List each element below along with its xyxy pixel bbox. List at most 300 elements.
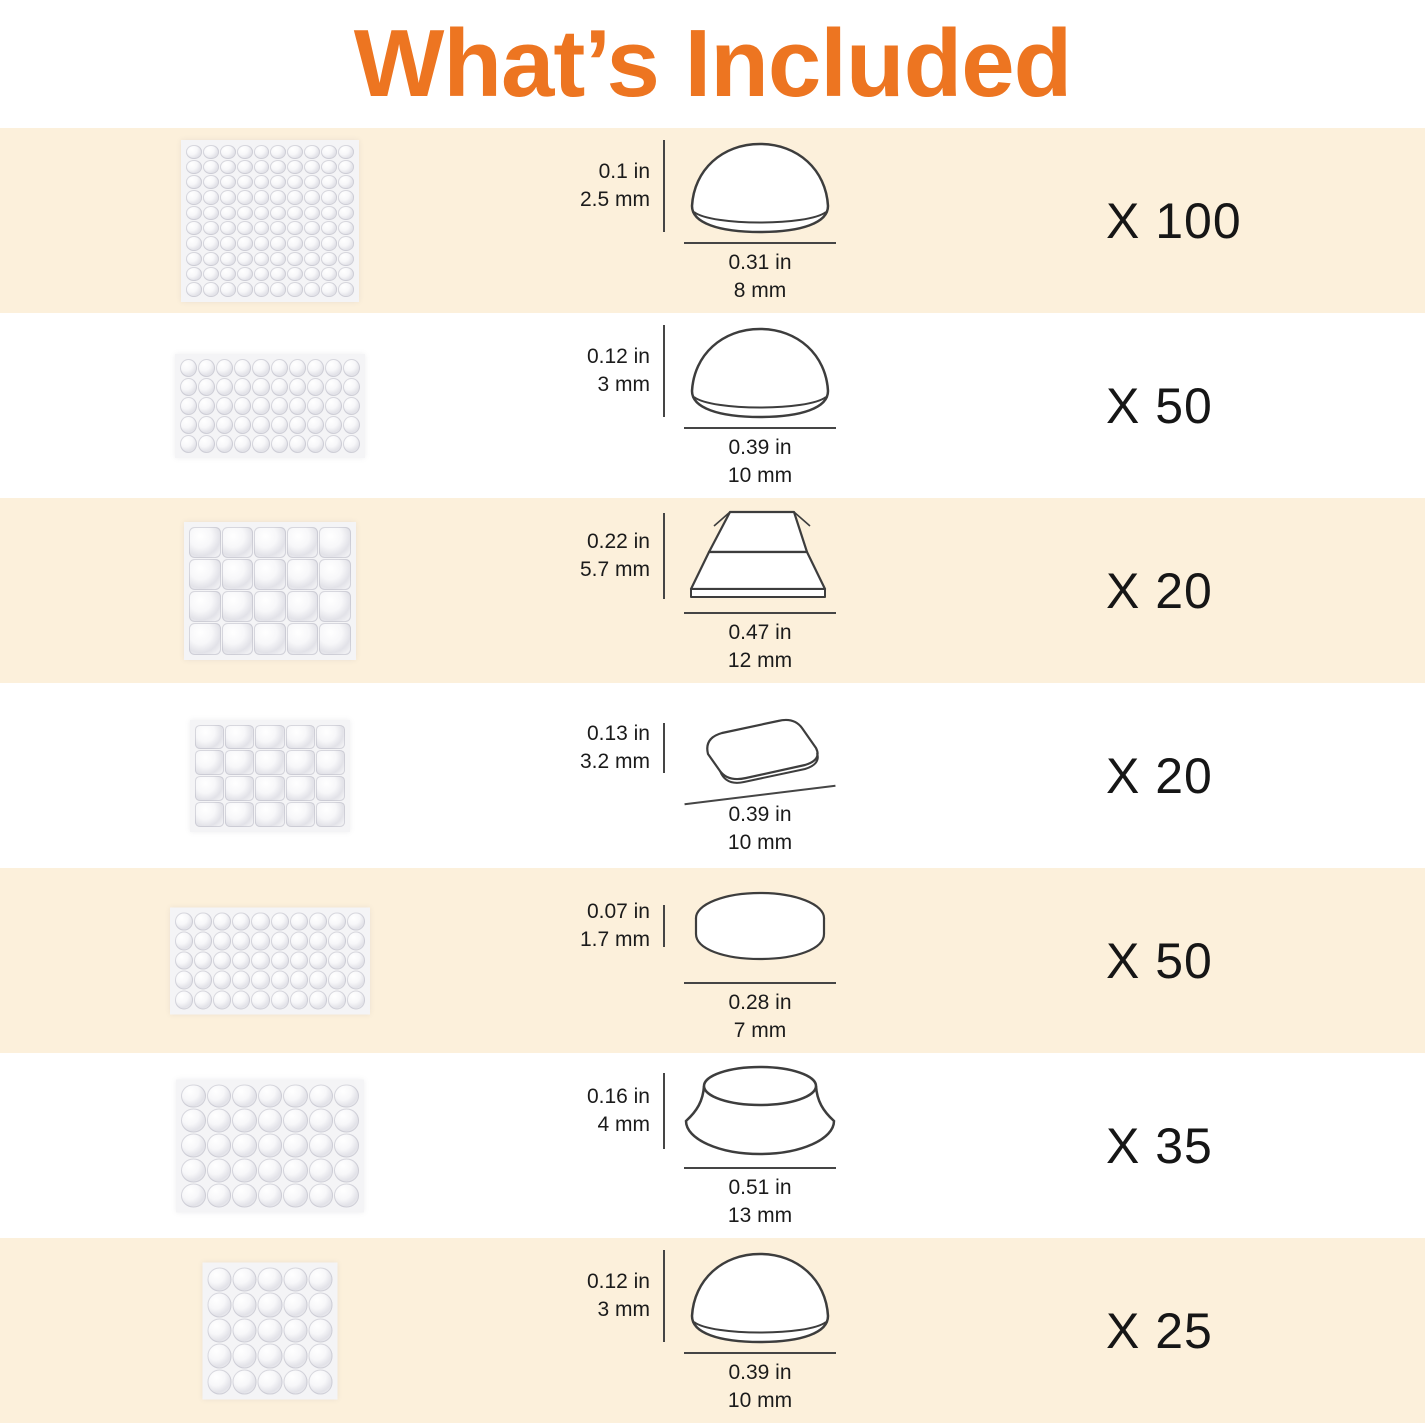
bumper-pad bbox=[287, 282, 303, 296]
bumper-pad bbox=[175, 932, 193, 951]
bumper-pad bbox=[347, 990, 365, 1009]
bumper-pad bbox=[321, 206, 337, 220]
bumper-pad bbox=[220, 236, 236, 250]
bumper-pad bbox=[325, 378, 342, 396]
height-dimension-label bbox=[455, 343, 650, 398]
bumper-pad bbox=[220, 267, 236, 281]
bumper-pad bbox=[287, 252, 303, 266]
height-dimension-line bbox=[663, 723, 665, 773]
bumper-pad bbox=[186, 160, 202, 174]
bumper-pad bbox=[304, 236, 320, 250]
shape-column bbox=[674, 1246, 846, 1414]
bumper-pad bbox=[220, 282, 236, 296]
bumper-pad bbox=[286, 750, 315, 775]
bumper-pad bbox=[254, 236, 270, 250]
bumper-pad bbox=[194, 971, 212, 990]
bumper-pad bbox=[213, 951, 231, 970]
bumper-pad bbox=[334, 1134, 359, 1158]
bumper-pad bbox=[304, 252, 320, 266]
bumper-pad bbox=[258, 1084, 283, 1108]
dimension-diagram bbox=[455, 1238, 846, 1423]
bumper-pad bbox=[254, 252, 270, 266]
bumper-pad bbox=[216, 397, 233, 415]
bumper-pad bbox=[186, 236, 202, 250]
shape-column bbox=[674, 1061, 846, 1229]
dimension-diagram bbox=[455, 1053, 846, 1238]
bumper-pad bbox=[198, 378, 215, 396]
bumper-pad bbox=[181, 1084, 206, 1108]
height-dimension-line bbox=[663, 1073, 665, 1149]
bumper-pad bbox=[234, 397, 251, 415]
bumper-pad bbox=[237, 221, 253, 235]
bumper-pad bbox=[195, 725, 224, 750]
bumper-pad bbox=[251, 951, 269, 970]
bumper-pad bbox=[321, 267, 337, 281]
bumper-pad bbox=[207, 1183, 232, 1207]
width-dimension-label bbox=[728, 249, 791, 304]
bumper-pad bbox=[181, 1158, 206, 1182]
bumper-pad bbox=[287, 591, 319, 622]
height-millimeters: 1.7 mm bbox=[579, 928, 650, 951]
height-inches: 0.12 in bbox=[586, 1270, 650, 1294]
bumper-shape-drawing bbox=[678, 1246, 843, 1346]
bumper-pad bbox=[283, 1293, 307, 1318]
bumper-pad bbox=[254, 623, 286, 654]
bumper-pad bbox=[308, 1344, 332, 1369]
bumper-pad bbox=[271, 416, 288, 434]
bumper-pad bbox=[334, 1109, 359, 1133]
dimension-diagram bbox=[455, 868, 846, 1053]
height-inches: 0.12 in bbox=[586, 345, 650, 369]
bumper-pad bbox=[195, 750, 224, 775]
product-row-1 bbox=[0, 128, 1425, 313]
bumper-pad bbox=[309, 1183, 334, 1207]
bumper-pad bbox=[189, 591, 221, 622]
bumper-pad bbox=[287, 190, 303, 204]
bumper-pad bbox=[254, 160, 270, 174]
bumper-pad bbox=[287, 221, 303, 235]
bumper-pad bbox=[270, 160, 286, 174]
quantity-label: X 35 bbox=[1106, 1117, 1213, 1174]
shape-column bbox=[674, 876, 846, 1044]
bumper-pad bbox=[258, 1369, 282, 1394]
bumper-pad bbox=[283, 1134, 308, 1158]
width-millimeters: 10 mm bbox=[727, 1389, 793, 1412]
quantity-label: X 20 bbox=[1106, 747, 1213, 804]
product-row-2 bbox=[0, 313, 1425, 498]
bumper-pad bbox=[325, 435, 342, 453]
bumper-pad bbox=[309, 932, 327, 951]
bumper-pad bbox=[175, 990, 193, 1009]
width-inches: 0.39 in bbox=[728, 803, 792, 827]
shape-column bbox=[674, 136, 846, 304]
height-dimension-label bbox=[455, 1083, 650, 1138]
bumper-pad bbox=[198, 359, 215, 377]
bumper-pad bbox=[255, 776, 284, 801]
bumper-pad bbox=[220, 252, 236, 266]
bumper-pad bbox=[316, 750, 345, 775]
bumper-pad bbox=[237, 175, 253, 189]
bumper-pad bbox=[283, 1318, 307, 1343]
height-dimension-label bbox=[455, 158, 650, 213]
bumper-pad bbox=[258, 1344, 282, 1369]
bumper-pad bbox=[237, 145, 253, 159]
header bbox=[0, 0, 1425, 128]
bumper-pad bbox=[290, 951, 308, 970]
bumper-shape-drawing bbox=[678, 694, 843, 794]
height-millimeters: 3.2 mm bbox=[579, 750, 650, 773]
bumper-pad bbox=[252, 435, 269, 453]
bumper-pad bbox=[287, 559, 319, 590]
bumper-pad bbox=[225, 776, 254, 801]
bumper-pad bbox=[222, 527, 254, 558]
bumper-pad bbox=[283, 1183, 308, 1207]
height-dimension-line bbox=[663, 513, 665, 599]
bumper-pad bbox=[319, 527, 351, 558]
height-millimeters: 4 mm bbox=[597, 1113, 650, 1136]
quantity-label: X 50 bbox=[1106, 377, 1213, 434]
bumper-pad bbox=[232, 990, 250, 1009]
bumper-sheet-photo bbox=[190, 720, 350, 832]
bumper-pad bbox=[338, 252, 354, 266]
bumper-pad bbox=[258, 1134, 283, 1158]
bumper-pad bbox=[334, 1183, 359, 1207]
bumper-pad bbox=[308, 1318, 332, 1343]
bumper-pad bbox=[180, 435, 197, 453]
bumper-pad bbox=[338, 175, 354, 189]
bumper-pad bbox=[237, 267, 253, 281]
height-inches: 0.16 in bbox=[586, 1085, 650, 1109]
bumper-pad bbox=[321, 282, 337, 296]
shape-column bbox=[674, 321, 846, 489]
bumper-pad bbox=[271, 435, 288, 453]
bumper-pad bbox=[220, 145, 236, 159]
bumper-pad bbox=[251, 932, 269, 951]
bumper-pad bbox=[232, 1109, 257, 1133]
height-dimension-label bbox=[455, 1268, 650, 1323]
bumper-pad bbox=[237, 206, 253, 220]
bumper-pad bbox=[254, 559, 286, 590]
dimension-diagram bbox=[455, 498, 846, 683]
bumper-pad bbox=[316, 725, 345, 750]
product-row-5 bbox=[0, 868, 1425, 1053]
width-dimension-line bbox=[684, 242, 836, 244]
bumper-pad bbox=[270, 190, 286, 204]
bumper-pad bbox=[271, 951, 289, 970]
bumper-pad bbox=[328, 912, 346, 931]
bumper-pad bbox=[289, 416, 306, 434]
bumper-pad bbox=[234, 378, 251, 396]
bumper-pad bbox=[222, 591, 254, 622]
width-inches: 0.39 in bbox=[728, 1361, 792, 1385]
bumper-pad bbox=[338, 160, 354, 174]
bumper-pad bbox=[189, 527, 221, 558]
bumper-pad bbox=[321, 221, 337, 235]
bumper-pad bbox=[283, 1369, 307, 1394]
bumper-pad bbox=[189, 623, 221, 654]
bumper-pad bbox=[347, 932, 365, 951]
bumper-pad bbox=[198, 416, 215, 434]
bumper-pad bbox=[203, 206, 219, 220]
bumper-pad bbox=[181, 1183, 206, 1207]
bumper-pad bbox=[328, 951, 346, 970]
width-dimension-label bbox=[728, 801, 792, 856]
width-inches: 0.39 in bbox=[728, 436, 792, 460]
height-inches: 0.13 in bbox=[586, 722, 650, 746]
bumper-pad bbox=[186, 282, 202, 296]
height-dimension-label bbox=[455, 528, 650, 583]
bumper-pad bbox=[290, 932, 308, 951]
bumper-pad bbox=[343, 435, 360, 453]
bumper-pad bbox=[222, 559, 254, 590]
bumper-pad bbox=[220, 206, 236, 220]
bumper-pad bbox=[254, 221, 270, 235]
bumper-pad bbox=[195, 776, 224, 801]
bumper-pad bbox=[203, 190, 219, 204]
bumper-pad bbox=[319, 559, 351, 590]
bumper-pad bbox=[225, 750, 254, 775]
bumper-pad bbox=[283, 1158, 308, 1182]
width-inches: 0.31 in bbox=[728, 251, 792, 275]
bumper-pad bbox=[233, 1293, 257, 1318]
bumper-pad bbox=[258, 1183, 283, 1207]
bumper-pad bbox=[254, 282, 270, 296]
bumper-pad bbox=[321, 160, 337, 174]
bumper-pad bbox=[304, 160, 320, 174]
product-row-6 bbox=[0, 1053, 1425, 1238]
bumper-pad bbox=[258, 1293, 282, 1318]
bumper-pad bbox=[308, 1267, 332, 1292]
bumper-pad bbox=[271, 990, 289, 1009]
product-row-3 bbox=[0, 498, 1425, 683]
width-dimension-line bbox=[684, 612, 836, 614]
height-dimension-label bbox=[455, 898, 650, 953]
bumper-pad bbox=[213, 932, 231, 951]
bumper-pad bbox=[208, 1369, 232, 1394]
bumper-pad bbox=[207, 1109, 232, 1133]
bumper-pad bbox=[319, 623, 351, 654]
bumper-pad bbox=[270, 282, 286, 296]
bumper-pad bbox=[186, 267, 202, 281]
bumper-pad bbox=[216, 435, 233, 453]
bumper-pad bbox=[308, 1293, 332, 1318]
bumper-pad bbox=[251, 912, 269, 931]
bumper-pad bbox=[325, 416, 342, 434]
bumper-pad bbox=[338, 267, 354, 281]
bumper-pad bbox=[180, 378, 197, 396]
bumper-pad bbox=[252, 416, 269, 434]
bumper-pad bbox=[237, 160, 253, 174]
bumper-pad bbox=[338, 145, 354, 159]
shape-column bbox=[674, 694, 846, 856]
width-dimension-label bbox=[728, 1359, 792, 1414]
bumper-pad bbox=[321, 252, 337, 266]
height-inches: 0.22 in bbox=[586, 530, 650, 554]
bumper-pad bbox=[186, 145, 202, 159]
bumper-pad bbox=[289, 378, 306, 396]
bumper-sheet-photo bbox=[203, 1262, 338, 1399]
bumper-pad bbox=[309, 912, 327, 931]
bumper-pad bbox=[198, 397, 215, 415]
width-dimension-line bbox=[684, 427, 836, 429]
bumper-pad bbox=[270, 252, 286, 266]
bumper-pad bbox=[325, 359, 342, 377]
bumper-pad bbox=[308, 1369, 332, 1394]
bumper-pad bbox=[287, 175, 303, 189]
bumper-shape-drawing bbox=[678, 1061, 843, 1161]
width-millimeters: 13 mm bbox=[727, 1204, 793, 1227]
quantity-label: X 20 bbox=[1106, 562, 1213, 619]
bumper-pad bbox=[347, 912, 365, 931]
width-dimension-label bbox=[728, 619, 792, 674]
bumper-pad bbox=[270, 267, 286, 281]
bumper-pad bbox=[283, 1084, 308, 1108]
bumper-sheet-photo bbox=[181, 140, 359, 302]
bumper-pad bbox=[270, 221, 286, 235]
height-millimeters: 3 mm bbox=[597, 1298, 650, 1321]
bumper-pad bbox=[213, 990, 231, 1009]
bumper-pad bbox=[216, 378, 233, 396]
width-millimeters: 8 mm bbox=[733, 279, 787, 302]
bumper-pad bbox=[232, 1134, 257, 1158]
bumper-pad bbox=[254, 145, 270, 159]
bumper-pad bbox=[309, 951, 327, 970]
bumper-pad bbox=[289, 397, 306, 415]
height-millimeters: 5.7 mm bbox=[579, 558, 650, 581]
bumper-shape-drawing bbox=[678, 876, 843, 976]
bumper-pad bbox=[186, 175, 202, 189]
bumper-pad bbox=[194, 932, 212, 951]
bumper-pad bbox=[290, 990, 308, 1009]
width-dimension-label bbox=[728, 1174, 792, 1229]
width-dimension-label bbox=[728, 989, 791, 1044]
bumper-pad bbox=[309, 1134, 334, 1158]
bumper-pad bbox=[347, 951, 365, 970]
bumper-pad bbox=[271, 912, 289, 931]
bumper-pad bbox=[186, 252, 202, 266]
bumper-pad bbox=[304, 175, 320, 189]
height-millimeters: 2.5 mm bbox=[579, 188, 650, 211]
bumper-pad bbox=[271, 932, 289, 951]
quantity-label: X 100 bbox=[1106, 192, 1242, 249]
bumper-pad bbox=[180, 397, 197, 415]
bumper-sheet-photo bbox=[170, 907, 370, 1014]
bumper-pad bbox=[316, 776, 345, 801]
width-millimeters: 10 mm bbox=[727, 831, 793, 854]
height-dimension-line bbox=[663, 140, 665, 232]
bumper-pad bbox=[175, 971, 193, 990]
bumper-pad bbox=[328, 990, 346, 1009]
bumper-pad bbox=[283, 1344, 307, 1369]
bumper-pad bbox=[338, 190, 354, 204]
bumper-pad bbox=[287, 160, 303, 174]
bumper-pad bbox=[343, 378, 360, 396]
quantity-label: X 25 bbox=[1106, 1302, 1213, 1359]
bumper-pad bbox=[290, 912, 308, 931]
bumper-pad bbox=[334, 1084, 359, 1108]
bumper-pad bbox=[347, 971, 365, 990]
bumper-pad bbox=[186, 206, 202, 220]
bumper-pad bbox=[289, 359, 306, 377]
bumper-pad bbox=[321, 145, 337, 159]
bumper-pad bbox=[225, 725, 254, 750]
bumper-pad bbox=[254, 190, 270, 204]
bumper-pad bbox=[287, 145, 303, 159]
bumper-pad bbox=[255, 750, 284, 775]
bumper-pad bbox=[338, 221, 354, 235]
bumper-pad bbox=[325, 397, 342, 415]
height-inches: 0.07 in bbox=[586, 900, 650, 924]
bumper-pad bbox=[220, 160, 236, 174]
dimension-diagram bbox=[455, 128, 846, 313]
bumper-pad bbox=[304, 145, 320, 159]
bumper-pad bbox=[283, 1267, 307, 1292]
bumper-pad bbox=[208, 1267, 232, 1292]
bumper-pad bbox=[287, 267, 303, 281]
bumper-pad bbox=[309, 971, 327, 990]
bumper-pad bbox=[304, 282, 320, 296]
bumper-pad bbox=[289, 435, 306, 453]
bumper-pad bbox=[203, 160, 219, 174]
bumper-pad bbox=[287, 623, 319, 654]
bumper-pad bbox=[208, 1293, 232, 1318]
bumper-pad bbox=[271, 971, 289, 990]
bumper-pad bbox=[194, 951, 212, 970]
bumper-pad bbox=[343, 416, 360, 434]
bumper-pad bbox=[254, 175, 270, 189]
bumper-pad bbox=[338, 206, 354, 220]
bumper-pad bbox=[251, 990, 269, 1009]
width-inches: 0.47 in bbox=[728, 621, 792, 645]
bumper-pad bbox=[290, 971, 308, 990]
bumper-pad bbox=[328, 971, 346, 990]
bumper-pad bbox=[255, 725, 284, 750]
bumper-pad bbox=[309, 1084, 334, 1108]
bumper-sheet-photo bbox=[184, 522, 356, 660]
bumper-pad bbox=[222, 623, 254, 654]
bumper-pad bbox=[287, 527, 319, 558]
bumper-pad bbox=[213, 971, 231, 990]
bumper-pad bbox=[319, 591, 351, 622]
bumper-pad bbox=[271, 397, 288, 415]
bumper-pad bbox=[203, 221, 219, 235]
bumper-pad bbox=[175, 912, 193, 931]
bumper-pad bbox=[203, 145, 219, 159]
bumper-pad bbox=[343, 359, 360, 377]
bumper-pad bbox=[181, 1109, 206, 1133]
bumper-pad bbox=[232, 1084, 257, 1108]
quantity-label: X 50 bbox=[1106, 932, 1213, 989]
bumper-pad bbox=[232, 1158, 257, 1182]
bumper-pad bbox=[233, 1267, 257, 1292]
height-millimeters: 3 mm bbox=[597, 373, 650, 396]
bumper-pad bbox=[304, 267, 320, 281]
bumper-pad bbox=[287, 206, 303, 220]
bumper-pad bbox=[254, 206, 270, 220]
bumper-pad bbox=[189, 559, 221, 590]
bumper-pad bbox=[216, 359, 233, 377]
width-dimension-line bbox=[684, 982, 836, 984]
bumper-pad bbox=[181, 1134, 206, 1158]
bumper-pad bbox=[180, 416, 197, 434]
bumper-pad bbox=[307, 435, 324, 453]
bumper-pad bbox=[254, 591, 286, 622]
height-inches: 0.1 in bbox=[598, 160, 650, 184]
bumper-shape-drawing bbox=[678, 321, 843, 421]
bumper-pad bbox=[216, 416, 233, 434]
bumper-pad bbox=[198, 435, 215, 453]
bumper-pad bbox=[232, 971, 250, 990]
